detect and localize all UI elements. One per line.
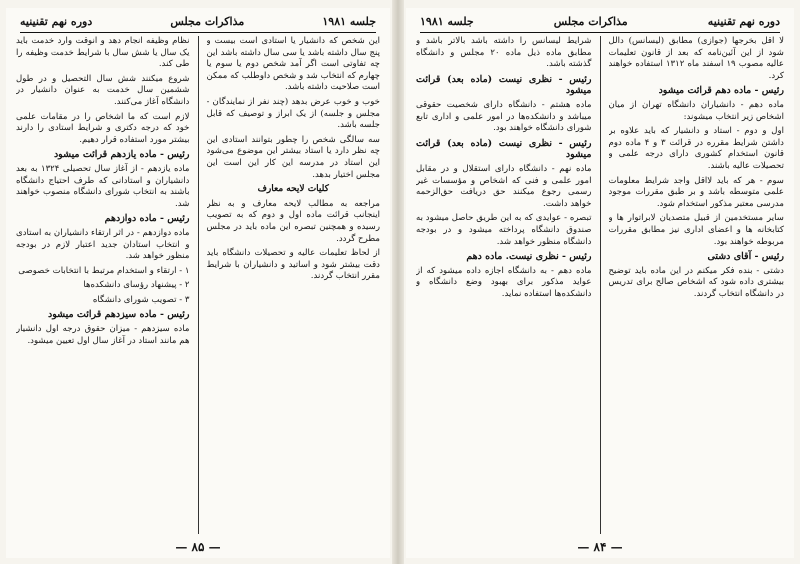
paragraph: خوب و خوب عرض بدهد (چند نفر از نمایندگان - مجلس و جلسه) از یک ابراز و توصیف که قابل جلسه باشد. [206, 96, 380, 131]
column-right [609, 36, 785, 534]
speaker-line: رئیس - ماده سیزدهم قرائت میشود [48, 309, 190, 321]
left-page [6, 8, 390, 558]
paragraph: ۳ - تصویب شورای دانشگاه [92, 294, 190, 305]
text-columns [16, 36, 380, 534]
header-title: مذاکرات مجلس [170, 14, 245, 28]
book-gutter [392, 0, 404, 564]
paragraph: تبصره - عوایدی که به این طریق حاصل میشود به صندوق دانشگاه پرداخته میشود و در بودجه دانشگاه منظور خواهد شد. [416, 213, 592, 247]
paragraph: ماده دوازدهم - در اثر ارتقاء دانشیاران به استادی و انتخاب استادان جدید اعتبار لازم در بودجه منظور خواهد شد. [16, 227, 190, 262]
paragraph: ماده نهم - دانشگاه دارای استقلال و در مقابل امور علمی و فنی که اشخاص و مؤسسات غیر رسمی رجوع میکنند حق دریافت حق‌الزحمه خواهد داشت. [416, 163, 592, 209]
paragraph: لازم است که ما اشخاص را در مقامات علمی خود که درجه دکتری و شرایط استادی را دارند بیشتر مورد استفاده قرار دهیم. [16, 111, 190, 145]
paragraph: ماده هشتم - دانشگاه دارای شخصیت حقوقی میباشد و دانشکده‌ها در امور علمی و اداری تابع شورای دانشگاه خواهند بود. [416, 99, 592, 134]
paragraph: از لحاظ تعلیمات عالیه و تحصیلات دانشگاه باید دقت بیشتر شود و اساتید و دانشیاران با شرایط مقرر انتخاب گردند. [206, 248, 380, 282]
paragraph: دشتی - بنده فکر میکنم در این ماده باید توضیح بیشتری داده شود که اشخاص صالح برای تدریس در دانشگاه انتخاب گردند. [608, 265, 784, 299]
page-number: — ۸۵ — [175, 540, 221, 554]
text-columns [416, 36, 784, 534]
column-left [416, 36, 592, 534]
speaker-line: رئیس - نظری نیست (ماده بعد) قرائت میشود [416, 137, 592, 161]
paragraph: سه سالگی شخص را چطور بتوانند استادی این چه نظر دارد یا استاد بیشتر این موضوع می‌شود این استاد در مدرسه این کار این است این مجلس اختیار بدهد. [206, 134, 380, 180]
header-term: دوره نهم تقنینیه [20, 14, 93, 28]
header-title: مذاکرات مجلس [553, 14, 628, 28]
speaker-line: رئیس - نظری نیست. ماده دهم [466, 251, 592, 263]
paragraph: اول و دوم - استاد و دانشیار که باید علاوه بر داشتن شرایط مقرره در قرائت ۳ و ۴ ماده دوم قانون استخدام کشوری دارای درجه علمی و تحصیلات عالیه باشند. [608, 126, 784, 171]
speaker-line: رئیس - ماده یازدهم قرائت میشود [53, 149, 190, 161]
speaker-line: رئیس - ماده دوازدهم [104, 213, 190, 225]
column-right [207, 36, 381, 534]
header-term: دوره نهم تقنینیه [707, 14, 780, 28]
column-divider [600, 36, 601, 534]
speaker-line: رئیس - نظری نیست (ماده بعد) قرائت میشود [416, 73, 592, 97]
column-left [16, 36, 190, 534]
page-number: — ۸۴ — [577, 540, 623, 554]
column-divider [198, 36, 199, 534]
speaker-line: رئیس - آقای دشتی [707, 251, 784, 263]
running-head [420, 12, 780, 33]
paragraph: ماده یازدهم - از آغاز سال تحصیلی ۱۳۲۴ به بعد دانشیاران و استادانی که طرف احتیاج دانشگاه باشند به انتخاب شورای دانشگاه منصوب خواهند شد. [16, 163, 190, 209]
paragraph: سایر مستخدمین از قبیل متصدیان لابراتوار ها و کتابخانه ها و اعضای اداری نیز مطابق مقررات مربوطه خواهند بود. [608, 213, 784, 247]
paragraph: این شخص که دانشیار یا استادی است بیست و پنج سال داشته باشد یا سی سال داشته باشد این چه تفاوتی است اگر آمد شخص دوم یا سوم یا چهارم که انتخاب شد و شخص داوطلب که ممکن است صلاحیت داشته باشد. [206, 36, 380, 93]
paragraph: ۲ - پیشنهاد رؤسای دانشکده‌ها [83, 280, 190, 291]
paragraph: لا اقل بخرجها (جوازی) مطابق (لیسانس) دالل شود از این آئین‌نامه که بعد از قانون تعلیمات عالیه مصوب ۱۹ اسفند ماه ۱۳۱۲ استفاده خواهند کرد. [608, 36, 784, 81]
paragraph: شرایط لیسانس را داشته باشد بالاتر باشد و مطابق ماده ذیل ماده ۲۰ مجلس و دانشگاه گذشته باشد. [416, 36, 592, 70]
paragraph: ۱ - ارتقاء و استخدام مرتبط با انتخابات خصوصی [18, 265, 190, 276]
header-session: جلسه ۱۹۸۱ [322, 14, 376, 28]
right-page [406, 8, 794, 558]
paragraph: ماده دهم - دانشیاران دانشگاه تهران از میان اشخاص زیر انتخاب میشوند: [608, 99, 784, 122]
header-session: جلسه ۱۹۸۱ [420, 14, 474, 28]
section-heading: کلیات لایحه معارف [257, 184, 329, 195]
paragraph: ماده سیزدهم - میزان حقوق درجه اول دانشیار هم مانند استاد در آغاز سال اول تعیین میشود. [16, 324, 190, 346]
paragraph: نظام وظیفه انجام دهد و آنوقت وارد خدمت باید یک سال یا شش سال با شرایط خدمت وظیفه را طی کند. [16, 36, 190, 70]
paragraph: شروع میکنند شش سال التحصیل و در طول ششمین سال خدمت به عنوان دانشیار در دانشگاه آغاز می‌کنند. [16, 73, 190, 107]
paragraph: سوم - هر که باید لااقل واجد شرایط معلومات علمی متوسطه باشد و بر طبق مقررات موجود مدرسی معتبر مذکور استخدام شود. [608, 175, 784, 209]
speaker-line: رئیس - ماده دهم قرائت میشود [658, 85, 784, 97]
paragraph: مراجعه به مطالب لایحه معارف و به نظر اینجانب قرائت ماده اول و دوم که به تصویب رسیده و همچنین تبصره این ماده باید در مجلس مطرح گردد. [206, 198, 380, 244]
paragraph: ماده دهم - به دانشگاه اجازه داده میشود که از عواید مذکور برای بهبود وضع دانشگاه و دانشکده‌ها استفاده نماید. [416, 265, 592, 299]
running-head [20, 12, 376, 33]
